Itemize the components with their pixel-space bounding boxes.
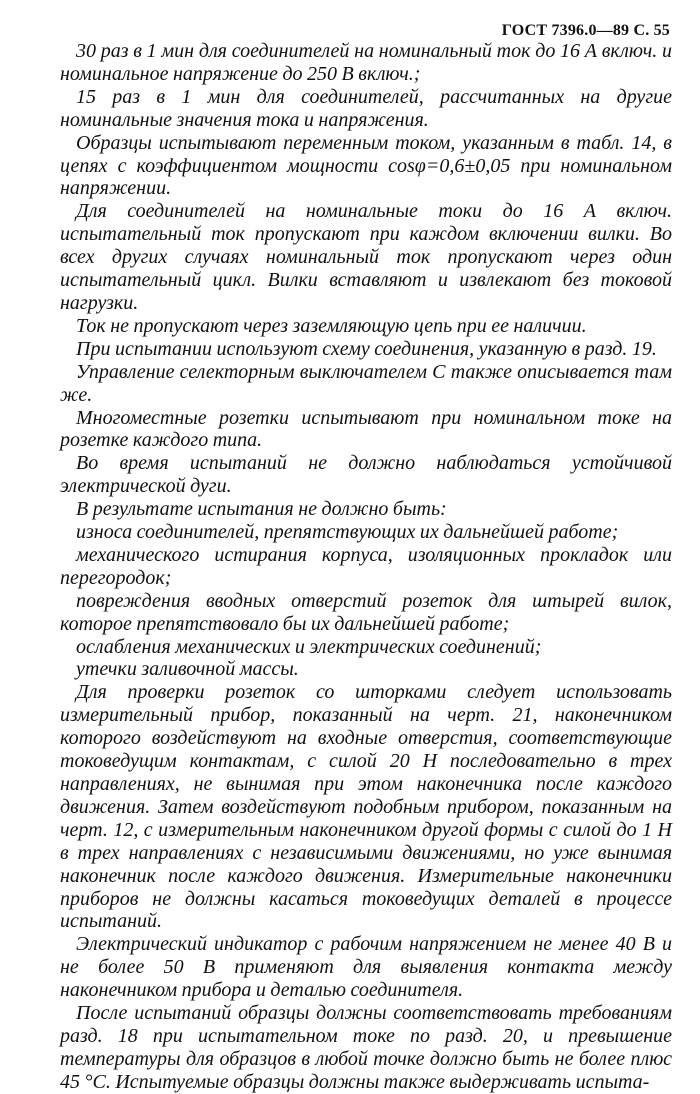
paragraph: После испытаний образцы должны соответствовать требованиям разд. 18 при испытательном токе по разд. 20, и превышение температуры для образцов в любой точке должно быть не более плюс 45 °С. Испытуемые образцы должны также выдерживать испыта- [60,1002,672,1093]
list-item: повреждения вводных отверстий розеток для штырей вилок, которое препятствовало бы их дальнейшей работе; [60,589,672,635]
paragraph: Для проверки розеток со шторками следует использовать измерительный прибор, показанный на черт. 21, наконечником которого воздействуют на входные отверстия, соответствующие токоведущим контактам, с силой 20 Н последовательно в трех направлениях, не вынимая при этом наконечника после каждого движения. Затем воздействуют подобным прибором, показанным на черт. 12, с измерительным наконечником другой формы с силой до 1 Н в трех направлениях с независимыми движениями, но уже вынимая наконечник после каждого движения. Измерительные наконечники приборов не должны касаться токоведущих деталей в процессе испытаний. [60,681,672,933]
paragraph: Электрический индикатор с рабочим напряжением не менее 40 В и не более 50 В применяют для выявления контакта между наконечником прибора и деталью соединителя. [60,933,672,1002]
body-text [60,40,672,1094]
paragraph: Многоместные розетки испытывают при номинальном токе на розетке каждого типа. [60,406,672,452]
paragraph: Во время испытаний не должно наблюдаться устойчивой электрической дуги. [60,452,672,498]
paragraph: В результате испытания не должно быть: [76,498,447,521]
paragraph: 30 раз в 1 мин для соединителей на номинальный ток до 16 А включ. и номинальное напряжение до 250 В включ.; [60,40,672,85]
paragraph: Ток не пропускают через заземляющую цепь при ее наличии. [76,314,587,337]
paragraph: Управление селекторным выключателем С также описывается там же. [60,360,672,406]
list-item: механического истирания корпуса, изоляционных прокладок или перегородок; [60,543,672,589]
paragraph: При испытании используют схему соединения, указанную в разд. 19. [76,337,657,360]
paragraph: Для соединителей на номинальные токи до 16 А включ. испытательный ток пропускают при каждом включении вилки. Во всех других случаях номинальный ток пропускают через один испытательный цикл. Вилки вставляют и извлекают без токовой нагрузки. [60,200,672,314]
paragraph: Образцы испытывают переменным током, указанным в табл. 14, в цепях с коэффициентом мощности cosφ=0,6±0,05 при номинальном напряжении. [60,131,672,200]
list-item: ослабления механических и электрических соединений; [76,635,542,658]
running-header: ГОСТ 7396.0—89 С. 55 [501,22,670,39]
list-item: утечки заливочной массы. [76,658,299,681]
list-item: износа соединителей, препятствующих их дальнейшей работе; [76,521,619,544]
paragraph: 15 раз в 1 мин для соединителей, рассчитанных на другие номинальные значения тока и напряжения. [60,85,672,131]
